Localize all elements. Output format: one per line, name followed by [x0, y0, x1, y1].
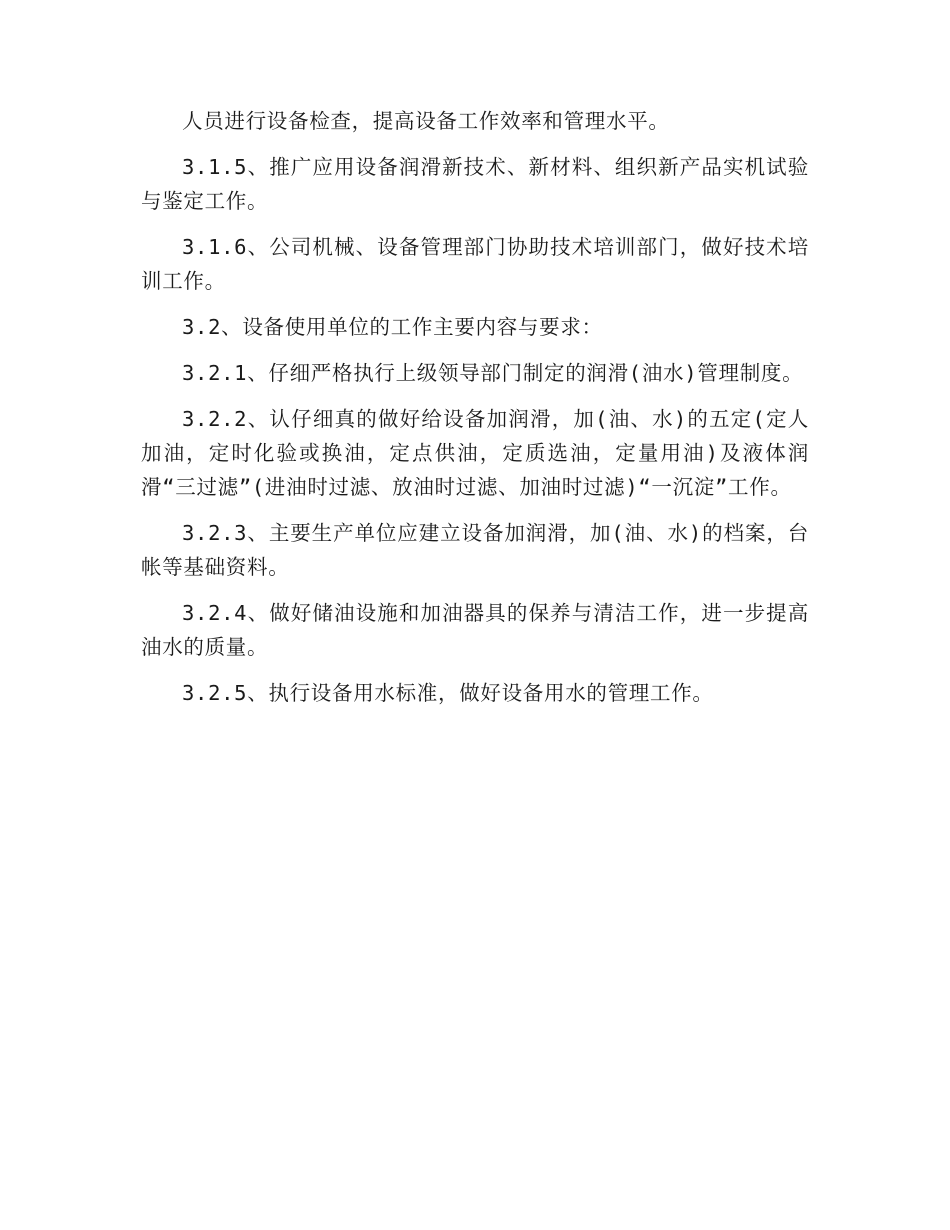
- paragraph-3-2-5: 3.2.5、执行设备用水标准，做好设备用水的管理工作。: [182, 681, 714, 705]
- paragraph-3-2-4: 3.2.4、做好储油设施和加油器具的保养与清洁工作，进一步提高油水的质量。: [141, 601, 809, 659]
- paragraph-3-2-3: 3.2.3、主要生产单位应建立设备加润滑，加(油、水)的档案，台帐等基础资料。: [141, 521, 809, 579]
- paragraph-3-1-6: 3.1.6、公司机械、设备管理部门协助技术培训部门，做好技术培训工作。: [141, 235, 809, 293]
- paragraph-3-2-2: 3.2.2、认仔细真的做好给设备加润滑，加(油、水)的五定(定人加油，定时化验或换油，定点供油，定质选油，定量用油)及液体润滑“三过滤”(进油时过滤、放油时过滤、加油时过滤)“一沉淀”工作。: [141, 407, 809, 499]
- paragraph-3-2-heading: 3.2、设备使用单位的工作主要内容与要求：: [182, 315, 603, 339]
- paragraph-3-2-1: 3.2.1、仔细严格执行上级领导部门制定的润滑(油水)管理制度。: [182, 361, 804, 385]
- document-body: [141, 104, 809, 722]
- paragraph-intro-continuation: 人员进行设备检查，提高设备工作效率和管理水平。: [182, 109, 670, 133]
- paragraph-3-1-5: 3.1.5、推广应用设备润滑新技术、新材料、组织新产品实机试验与鉴定工作。: [141, 155, 809, 213]
